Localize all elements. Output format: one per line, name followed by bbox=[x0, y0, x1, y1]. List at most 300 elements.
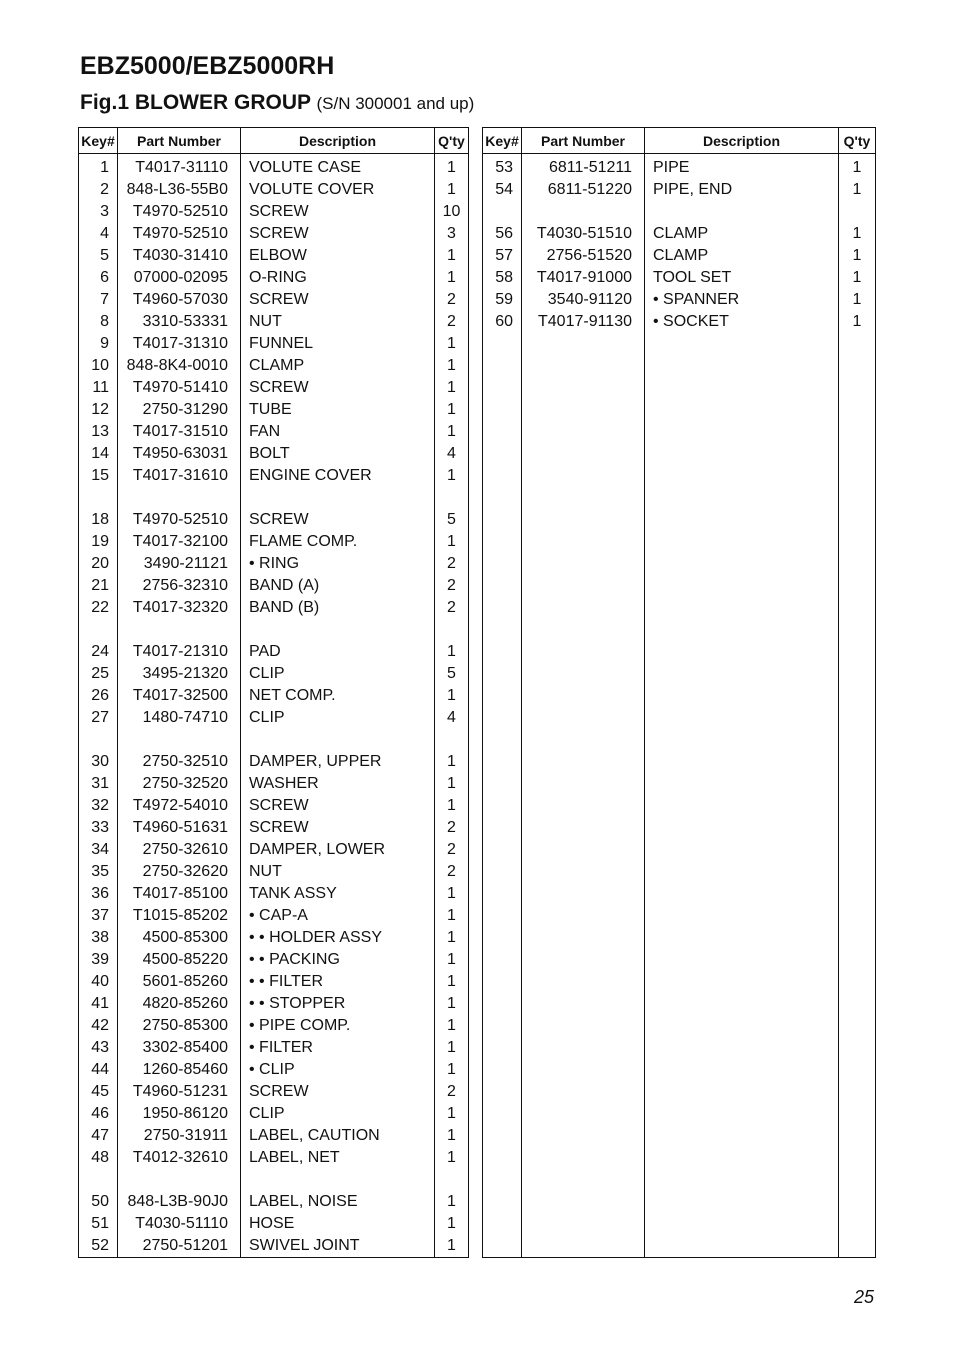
table-row bbox=[483, 531, 876, 553]
description-cell bbox=[241, 487, 435, 509]
part-number-cell bbox=[522, 795, 645, 817]
part-number-cell bbox=[522, 1213, 645, 1235]
header-part-number: Part Number bbox=[118, 128, 241, 154]
description-cell bbox=[645, 377, 839, 399]
table-row bbox=[483, 267, 876, 289]
table-row bbox=[79, 1059, 469, 1081]
key-cell bbox=[483, 707, 522, 729]
part-number-cell: 2750-31911 bbox=[118, 1125, 241, 1147]
key-cell: 34 bbox=[79, 839, 118, 861]
part-number-cell: T4030-51510 bbox=[522, 223, 645, 245]
part-number-cell: 2750-32610 bbox=[118, 839, 241, 861]
key-cell: 5 bbox=[79, 245, 118, 267]
qty-cell: 2 bbox=[435, 817, 469, 839]
table-row bbox=[483, 509, 876, 531]
key-cell bbox=[483, 377, 522, 399]
description-cell: BAND (B) bbox=[241, 597, 435, 619]
table-row bbox=[79, 1037, 469, 1059]
description-cell: FLAME COMP. bbox=[241, 531, 435, 553]
qty-cell: 1 bbox=[435, 993, 469, 1015]
qty-cell: 2 bbox=[435, 553, 469, 575]
qty-cell bbox=[839, 707, 876, 729]
key-cell: 46 bbox=[79, 1103, 118, 1125]
qty-cell: 1 bbox=[435, 1059, 469, 1081]
qty-cell: 1 bbox=[435, 154, 469, 180]
qty-cell bbox=[435, 619, 469, 641]
qty-cell: 1 bbox=[435, 773, 469, 795]
part-number-cell: 4820-85260 bbox=[118, 993, 241, 1015]
part-number-cell bbox=[522, 1235, 645, 1258]
parts-table-left-body bbox=[79, 154, 469, 1258]
qty-cell: 1 bbox=[435, 1235, 469, 1258]
table-row bbox=[79, 487, 469, 509]
part-number-cell: T4017-31110 bbox=[118, 154, 241, 180]
key-cell bbox=[483, 509, 522, 531]
description-cell bbox=[645, 663, 839, 685]
table-row bbox=[483, 729, 876, 751]
key-cell: 9 bbox=[79, 333, 118, 355]
part-number-cell: 848-L36-55B0 bbox=[118, 179, 241, 201]
key-cell bbox=[483, 773, 522, 795]
description-cell bbox=[645, 1169, 839, 1191]
part-number-cell: 4500-85220 bbox=[118, 949, 241, 971]
table-row bbox=[483, 575, 876, 597]
header-key: Key# bbox=[79, 128, 118, 154]
qty-cell: 2 bbox=[435, 597, 469, 619]
key-cell bbox=[483, 487, 522, 509]
description-cell bbox=[645, 707, 839, 729]
description-cell: • SOCKET bbox=[645, 311, 839, 333]
table-row bbox=[79, 443, 469, 465]
qty-cell bbox=[839, 1037, 876, 1059]
qty-cell bbox=[839, 487, 876, 509]
description-cell: CLIP bbox=[241, 663, 435, 685]
qty-cell bbox=[435, 729, 469, 751]
part-number-cell bbox=[522, 861, 645, 883]
qty-cell: 1 bbox=[435, 421, 469, 443]
description-cell bbox=[645, 531, 839, 553]
key-cell: 11 bbox=[79, 377, 118, 399]
part-number-cell: 3495-21320 bbox=[118, 663, 241, 685]
description-cell bbox=[645, 949, 839, 971]
key-cell: 57 bbox=[483, 245, 522, 267]
key-cell: 58 bbox=[483, 267, 522, 289]
part-number-cell bbox=[522, 817, 645, 839]
table-row bbox=[483, 839, 876, 861]
table-row bbox=[483, 1059, 876, 1081]
key-cell: 59 bbox=[483, 289, 522, 311]
description-cell: • PIPE COMP. bbox=[241, 1015, 435, 1037]
qty-cell: 1 bbox=[435, 1125, 469, 1147]
table-row bbox=[79, 905, 469, 927]
description-cell bbox=[645, 817, 839, 839]
part-number-cell bbox=[522, 993, 645, 1015]
part-number-cell: T4970-52510 bbox=[118, 509, 241, 531]
qty-cell: 1 bbox=[435, 685, 469, 707]
header-key: Key# bbox=[483, 128, 522, 154]
qty-cell: 1 bbox=[839, 289, 876, 311]
description-cell: SCREW bbox=[241, 795, 435, 817]
part-number-cell: 4500-85300 bbox=[118, 927, 241, 949]
key-cell: 60 bbox=[483, 311, 522, 333]
table-row bbox=[79, 839, 469, 861]
qty-cell: 1 bbox=[435, 179, 469, 201]
table-row bbox=[79, 1235, 469, 1258]
description-cell: CLIP bbox=[241, 707, 435, 729]
qty-cell: 1 bbox=[435, 531, 469, 553]
description-cell: BAND (A) bbox=[241, 575, 435, 597]
table-header-row bbox=[483, 128, 876, 154]
table-row bbox=[483, 949, 876, 971]
qty-cell bbox=[839, 201, 876, 223]
table-header-row bbox=[79, 128, 469, 154]
key-cell: 30 bbox=[79, 751, 118, 773]
table-row bbox=[79, 333, 469, 355]
key-cell bbox=[483, 399, 522, 421]
description-cell bbox=[645, 1147, 839, 1169]
table-row bbox=[79, 1125, 469, 1147]
qty-cell bbox=[435, 487, 469, 509]
description-cell: LABEL, NET bbox=[241, 1147, 435, 1169]
key-cell bbox=[483, 619, 522, 641]
description-cell: • CAP-A bbox=[241, 905, 435, 927]
part-number-cell bbox=[522, 1147, 645, 1169]
part-number-cell: 3490-21121 bbox=[118, 553, 241, 575]
description-cell: NET COMP. bbox=[241, 685, 435, 707]
table-row bbox=[483, 399, 876, 421]
description-cell: ELBOW bbox=[241, 245, 435, 267]
part-number-cell: 2750-31290 bbox=[118, 399, 241, 421]
table-row bbox=[483, 443, 876, 465]
description-cell: • FILTER bbox=[241, 1037, 435, 1059]
table-row bbox=[483, 553, 876, 575]
part-number-cell: 1260-85460 bbox=[118, 1059, 241, 1081]
table-row bbox=[483, 245, 876, 267]
qty-cell: 1 bbox=[839, 245, 876, 267]
key-cell bbox=[483, 883, 522, 905]
key-cell bbox=[483, 1191, 522, 1213]
description-cell bbox=[645, 333, 839, 355]
part-number-cell: 3310-53331 bbox=[118, 311, 241, 333]
qty-cell bbox=[839, 399, 876, 421]
table-row bbox=[483, 619, 876, 641]
description-cell: PAD bbox=[241, 641, 435, 663]
qty-cell bbox=[839, 971, 876, 993]
description-cell: WASHER bbox=[241, 773, 435, 795]
part-number-cell: 2750-32510 bbox=[118, 751, 241, 773]
part-number-cell bbox=[522, 1103, 645, 1125]
description-cell bbox=[645, 773, 839, 795]
description-cell bbox=[645, 201, 839, 223]
qty-cell bbox=[839, 751, 876, 773]
key-cell bbox=[483, 333, 522, 355]
serial-note: (S/N 300001 and up) bbox=[316, 94, 475, 113]
qty-cell bbox=[839, 597, 876, 619]
part-number-cell: T4030-31410 bbox=[118, 245, 241, 267]
part-number-cell bbox=[118, 487, 241, 509]
table-row bbox=[79, 707, 469, 729]
figure-title bbox=[80, 91, 474, 115]
description-cell: ENGINE COVER bbox=[241, 465, 435, 487]
description-cell bbox=[645, 421, 839, 443]
key-cell: 53 bbox=[483, 154, 522, 180]
key-cell: 2 bbox=[79, 179, 118, 201]
figure-title-text: Fig.1 BLOWER GROUP bbox=[80, 91, 311, 114]
qty-cell bbox=[839, 355, 876, 377]
table-row bbox=[483, 905, 876, 927]
key-cell: 19 bbox=[79, 531, 118, 553]
key-cell bbox=[483, 443, 522, 465]
qty-cell bbox=[839, 1147, 876, 1169]
description-cell: TANK ASSY bbox=[241, 883, 435, 905]
key-cell: 27 bbox=[79, 707, 118, 729]
table-row bbox=[483, 223, 876, 245]
key-cell bbox=[483, 1081, 522, 1103]
key-cell: 25 bbox=[79, 663, 118, 685]
key-cell: 31 bbox=[79, 773, 118, 795]
description-cell bbox=[645, 355, 839, 377]
key-cell bbox=[483, 421, 522, 443]
header-qty: Q'ty bbox=[435, 128, 469, 154]
qty-cell: 1 bbox=[435, 1213, 469, 1235]
table-row bbox=[483, 707, 876, 729]
qty-cell bbox=[839, 1213, 876, 1235]
description-cell bbox=[645, 1037, 839, 1059]
part-number-cell bbox=[522, 399, 645, 421]
table-row bbox=[79, 663, 469, 685]
key-cell bbox=[483, 817, 522, 839]
key-cell bbox=[483, 465, 522, 487]
table-row bbox=[483, 663, 876, 685]
qty-cell bbox=[839, 685, 876, 707]
key-cell: 33 bbox=[79, 817, 118, 839]
table-row bbox=[483, 773, 876, 795]
description-cell: DAMPER, LOWER bbox=[241, 839, 435, 861]
part-number-cell bbox=[522, 1081, 645, 1103]
description-cell: HOSE bbox=[241, 1213, 435, 1235]
parts-table-right-body bbox=[483, 154, 876, 1258]
table-row bbox=[483, 311, 876, 333]
table-row bbox=[483, 971, 876, 993]
description-cell bbox=[645, 729, 839, 751]
qty-cell: 1 bbox=[839, 223, 876, 245]
qty-cell bbox=[839, 619, 876, 641]
key-cell: 42 bbox=[79, 1015, 118, 1037]
part-number-cell bbox=[118, 1169, 241, 1191]
parts-table-right bbox=[482, 127, 876, 1258]
table-row bbox=[79, 773, 469, 795]
key-cell: 43 bbox=[79, 1037, 118, 1059]
qty-cell: 1 bbox=[435, 949, 469, 971]
part-number-cell bbox=[522, 1015, 645, 1037]
qty-cell bbox=[839, 1059, 876, 1081]
qty-cell: 1 bbox=[435, 267, 469, 289]
qty-cell bbox=[839, 773, 876, 795]
part-number-cell bbox=[522, 949, 645, 971]
key-cell: 7 bbox=[79, 289, 118, 311]
part-number-cell bbox=[522, 355, 645, 377]
table-row bbox=[79, 553, 469, 575]
description-cell: CLAMP bbox=[645, 223, 839, 245]
part-number-cell: 2756-51520 bbox=[522, 245, 645, 267]
part-number-cell bbox=[522, 531, 645, 553]
description-cell: NUT bbox=[241, 311, 435, 333]
qty-cell bbox=[839, 465, 876, 487]
description-cell bbox=[645, 619, 839, 641]
qty-cell: 4 bbox=[435, 443, 469, 465]
description-cell: SCREW bbox=[241, 201, 435, 223]
key-cell: 38 bbox=[79, 927, 118, 949]
qty-cell: 1 bbox=[435, 399, 469, 421]
key-cell bbox=[483, 861, 522, 883]
qty-cell bbox=[839, 861, 876, 883]
description-cell bbox=[645, 993, 839, 1015]
key-cell bbox=[483, 795, 522, 817]
qty-cell bbox=[839, 1235, 876, 1258]
part-number-cell: 6811-51220 bbox=[522, 179, 645, 201]
table-row bbox=[483, 1015, 876, 1037]
qty-cell: 1 bbox=[435, 245, 469, 267]
key-cell: 12 bbox=[79, 399, 118, 421]
description-cell bbox=[645, 509, 839, 531]
part-number-cell: 2750-51201 bbox=[118, 1235, 241, 1258]
description-cell: LABEL, NOISE bbox=[241, 1191, 435, 1213]
part-number-cell: T4017-85100 bbox=[118, 883, 241, 905]
qty-cell: 1 bbox=[839, 267, 876, 289]
table-row bbox=[79, 1147, 469, 1169]
qty-cell bbox=[839, 531, 876, 553]
description-cell bbox=[645, 399, 839, 421]
part-number-cell bbox=[522, 707, 645, 729]
key-cell bbox=[79, 619, 118, 641]
key-cell: 21 bbox=[79, 575, 118, 597]
table-row bbox=[79, 751, 469, 773]
table-row bbox=[483, 795, 876, 817]
description-cell: • • STOPPER bbox=[241, 993, 435, 1015]
table-row bbox=[483, 1191, 876, 1213]
qty-cell bbox=[839, 333, 876, 355]
part-number-cell: T4960-57030 bbox=[118, 289, 241, 311]
description-cell bbox=[645, 443, 839, 465]
key-cell bbox=[483, 641, 522, 663]
key-cell bbox=[483, 685, 522, 707]
description-cell bbox=[645, 971, 839, 993]
part-number-cell: 2750-32620 bbox=[118, 861, 241, 883]
qty-cell: 2 bbox=[435, 311, 469, 333]
description-cell: • CLIP bbox=[241, 1059, 435, 1081]
table-row bbox=[483, 487, 876, 509]
description-cell: SWIVEL JOINT bbox=[241, 1235, 435, 1258]
key-cell: 44 bbox=[79, 1059, 118, 1081]
table-row bbox=[483, 355, 876, 377]
qty-cell: 1 bbox=[435, 1037, 469, 1059]
description-cell bbox=[241, 619, 435, 641]
description-cell: SCREW bbox=[241, 1081, 435, 1103]
table-row bbox=[483, 1081, 876, 1103]
key-cell bbox=[483, 531, 522, 553]
qty-cell bbox=[839, 1169, 876, 1191]
table-row bbox=[79, 795, 469, 817]
key-cell bbox=[483, 927, 522, 949]
key-cell bbox=[483, 201, 522, 223]
qty-cell bbox=[839, 927, 876, 949]
table-row bbox=[483, 883, 876, 905]
table-row bbox=[79, 1081, 469, 1103]
key-cell bbox=[483, 1213, 522, 1235]
part-number-cell: 07000-02095 bbox=[118, 267, 241, 289]
table-row bbox=[79, 355, 469, 377]
table-row bbox=[79, 641, 469, 663]
qty-cell bbox=[839, 641, 876, 663]
qty-cell bbox=[839, 795, 876, 817]
description-cell bbox=[241, 729, 435, 751]
table-row bbox=[483, 1103, 876, 1125]
description-cell bbox=[645, 1125, 839, 1147]
part-number-cell bbox=[522, 927, 645, 949]
table-row bbox=[483, 421, 876, 443]
key-cell: 20 bbox=[79, 553, 118, 575]
part-number-cell bbox=[522, 839, 645, 861]
key-cell: 52 bbox=[79, 1235, 118, 1258]
part-number-cell: 2756-32310 bbox=[118, 575, 241, 597]
table-row bbox=[79, 927, 469, 949]
table-row bbox=[79, 971, 469, 993]
key-cell bbox=[79, 487, 118, 509]
key-cell: 56 bbox=[483, 223, 522, 245]
part-number-cell bbox=[522, 1037, 645, 1059]
qty-cell: 1 bbox=[435, 883, 469, 905]
description-cell: DAMPER, UPPER bbox=[241, 751, 435, 773]
table-row bbox=[79, 399, 469, 421]
description-cell bbox=[645, 1081, 839, 1103]
part-number-cell: 3540-91120 bbox=[522, 289, 645, 311]
key-cell: 15 bbox=[79, 465, 118, 487]
key-cell bbox=[483, 971, 522, 993]
table-row bbox=[483, 751, 876, 773]
part-number-cell bbox=[522, 905, 645, 927]
key-cell: 54 bbox=[483, 179, 522, 201]
qty-cell: 1 bbox=[839, 154, 876, 180]
key-cell: 45 bbox=[79, 1081, 118, 1103]
qty-cell: 1 bbox=[435, 333, 469, 355]
part-number-cell: T4017-91130 bbox=[522, 311, 645, 333]
part-number-cell: 2750-85300 bbox=[118, 1015, 241, 1037]
key-cell: 41 bbox=[79, 993, 118, 1015]
qty-cell: 2 bbox=[435, 861, 469, 883]
key-cell bbox=[483, 1015, 522, 1037]
description-cell bbox=[645, 861, 839, 883]
table-row bbox=[79, 465, 469, 487]
description-cell: SCREW bbox=[241, 223, 435, 245]
table-row bbox=[79, 597, 469, 619]
qty-cell: 3 bbox=[435, 223, 469, 245]
description-cell bbox=[645, 553, 839, 575]
part-number-cell: T4950-63031 bbox=[118, 443, 241, 465]
description-cell: • RING bbox=[241, 553, 435, 575]
description-cell: TUBE bbox=[241, 399, 435, 421]
part-number-cell: T4960-51631 bbox=[118, 817, 241, 839]
part-number-cell: 1480-74710 bbox=[118, 707, 241, 729]
table-row bbox=[79, 1169, 469, 1191]
qty-cell bbox=[839, 1081, 876, 1103]
table-row bbox=[79, 1191, 469, 1213]
table-row bbox=[79, 245, 469, 267]
part-number-cell bbox=[522, 1169, 645, 1191]
qty-cell bbox=[839, 509, 876, 531]
description-cell: PIPE, END bbox=[645, 179, 839, 201]
key-cell bbox=[483, 949, 522, 971]
description-cell: TOOL SET bbox=[645, 267, 839, 289]
